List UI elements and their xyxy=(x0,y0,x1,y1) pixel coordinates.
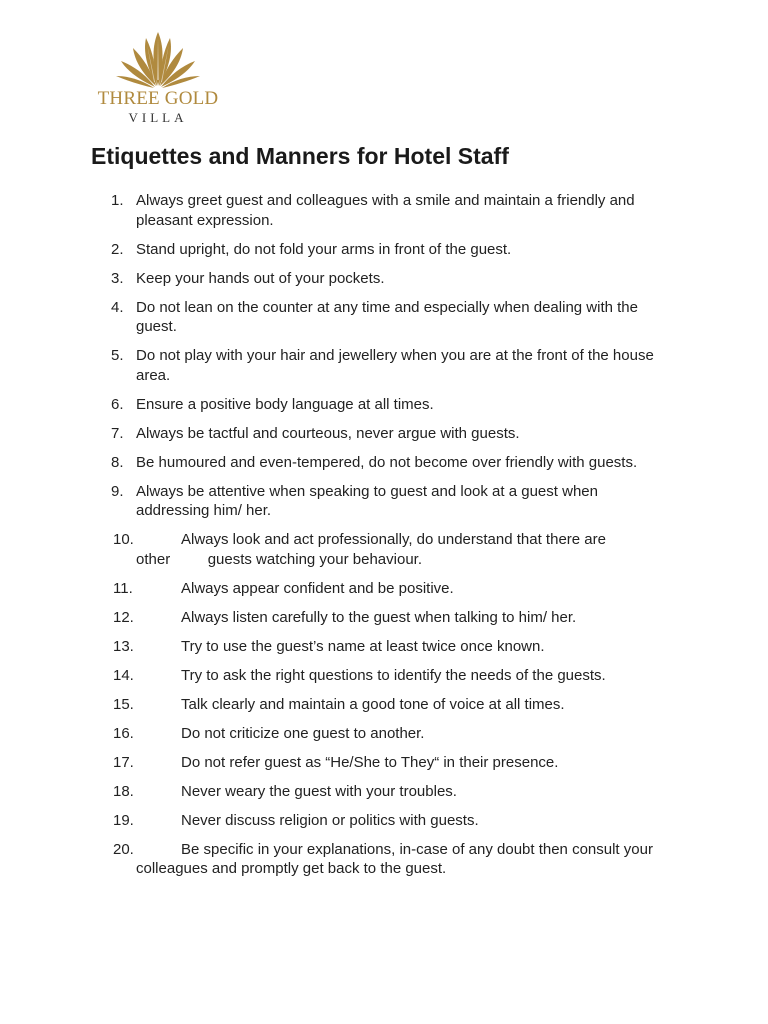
list-item-number: 9. xyxy=(111,482,124,500)
list-item-number: 15. xyxy=(113,695,134,713)
list-item-text: Do not lean on the counter at any time and especially when dealing with the guest. xyxy=(136,298,638,335)
logo-sub-text: VILLA xyxy=(128,110,188,125)
list-item-number: 17. xyxy=(113,753,134,771)
list-item xyxy=(0,346,768,385)
list-item xyxy=(0,453,768,473)
list-item-text: Always appear confident and be positive. xyxy=(181,579,454,597)
list-item-number: 13. xyxy=(113,637,134,655)
list-item-number: 16. xyxy=(113,724,134,742)
list-item-text: Do not criticize one guest to another. xyxy=(181,724,425,742)
list-item-number: 20. xyxy=(113,840,134,858)
list-item xyxy=(0,782,768,802)
list-item-text: Keep your hands out of your pockets. xyxy=(136,269,385,287)
rules-list xyxy=(0,191,768,888)
list-item xyxy=(0,811,768,831)
list-item xyxy=(0,579,768,599)
list-item xyxy=(0,695,768,715)
page-title: Etiquettes and Manners for Hotel Staff xyxy=(91,143,509,169)
list-item-number: 19. xyxy=(113,811,134,829)
logo-brand-text: THREE GOLD xyxy=(97,88,219,109)
list-item xyxy=(0,395,768,415)
list-item xyxy=(0,482,768,521)
logo xyxy=(88,28,228,128)
list-item-number: 3. xyxy=(111,269,124,287)
list-item-number: 6. xyxy=(111,395,124,413)
list-item-text: Always look and act professionally, do understand that there are other guests watching your behaviour. xyxy=(136,531,606,568)
list-item-text: Always listen carefully to the guest when talking to him/ her. xyxy=(181,608,577,626)
list-item-text: Be humoured and even-tempered, do not become over friendly with guests. xyxy=(136,453,638,471)
list-item-text: Stand upright, do not fold your arms in front of the guest. xyxy=(136,240,512,258)
list-item-text: Try to ask the right questions to identify the needs of the guests. xyxy=(181,666,606,684)
list-item-number: 14. xyxy=(113,666,134,684)
list-item xyxy=(0,637,768,657)
list-item xyxy=(0,269,768,289)
list-item-text: Do not refer guest as “He/She to They“ in their presence. xyxy=(181,753,559,771)
list-item xyxy=(0,724,768,744)
list-item xyxy=(0,840,768,879)
list-item xyxy=(0,666,768,686)
list-item-number: 7. xyxy=(111,424,124,442)
list-item-text: Be specific in your explanations, in-case of any doubt then consult your colleagues and promptly get back to the guest. xyxy=(136,840,653,877)
list-item xyxy=(0,424,768,444)
list-item-number: 5. xyxy=(111,347,124,364)
list-item-text: Talk clearly and maintain a good tone of voice at all times. xyxy=(181,695,565,713)
list-item-text: Do not play with your hair and jewellery when you are at the front of the house area. xyxy=(136,347,654,384)
list-item xyxy=(0,530,768,569)
list-item-number: 2. xyxy=(111,240,124,258)
list-item xyxy=(0,191,768,230)
list-item-text: Always be tactful and courteous, never argue with guests. xyxy=(136,424,520,442)
list-item-number: 8. xyxy=(111,453,124,471)
list-item-text: Never weary the guest with your troubles. xyxy=(181,782,457,800)
list-item-number: 4. xyxy=(111,298,124,316)
list-item-text: Ensure a positive body language at all times. xyxy=(136,395,434,413)
list-item-number: 12. xyxy=(113,608,134,626)
list-item-number: 1. xyxy=(111,192,124,209)
list-item-text: Try to use the guest’s name at least twice once known. xyxy=(181,637,545,655)
gold-lotus-emblem-icon xyxy=(88,28,228,90)
list-item-number: 10. xyxy=(113,531,134,548)
list-item-number: 18. xyxy=(113,782,134,800)
list-item-text: Always greet guest and colleagues with a smile and maintain a friendly and pleasant expression. xyxy=(136,192,635,229)
list-item xyxy=(0,240,768,260)
list-item-number: 11. xyxy=(113,579,133,597)
list-item xyxy=(0,298,768,337)
list-item xyxy=(0,753,768,773)
list-item xyxy=(0,608,768,628)
list-item-text: Never discuss religion or politics with guests. xyxy=(181,811,479,829)
list-item-text: Always be attentive when speaking to guest and look at a guest when addressing him/ her. xyxy=(136,482,598,519)
